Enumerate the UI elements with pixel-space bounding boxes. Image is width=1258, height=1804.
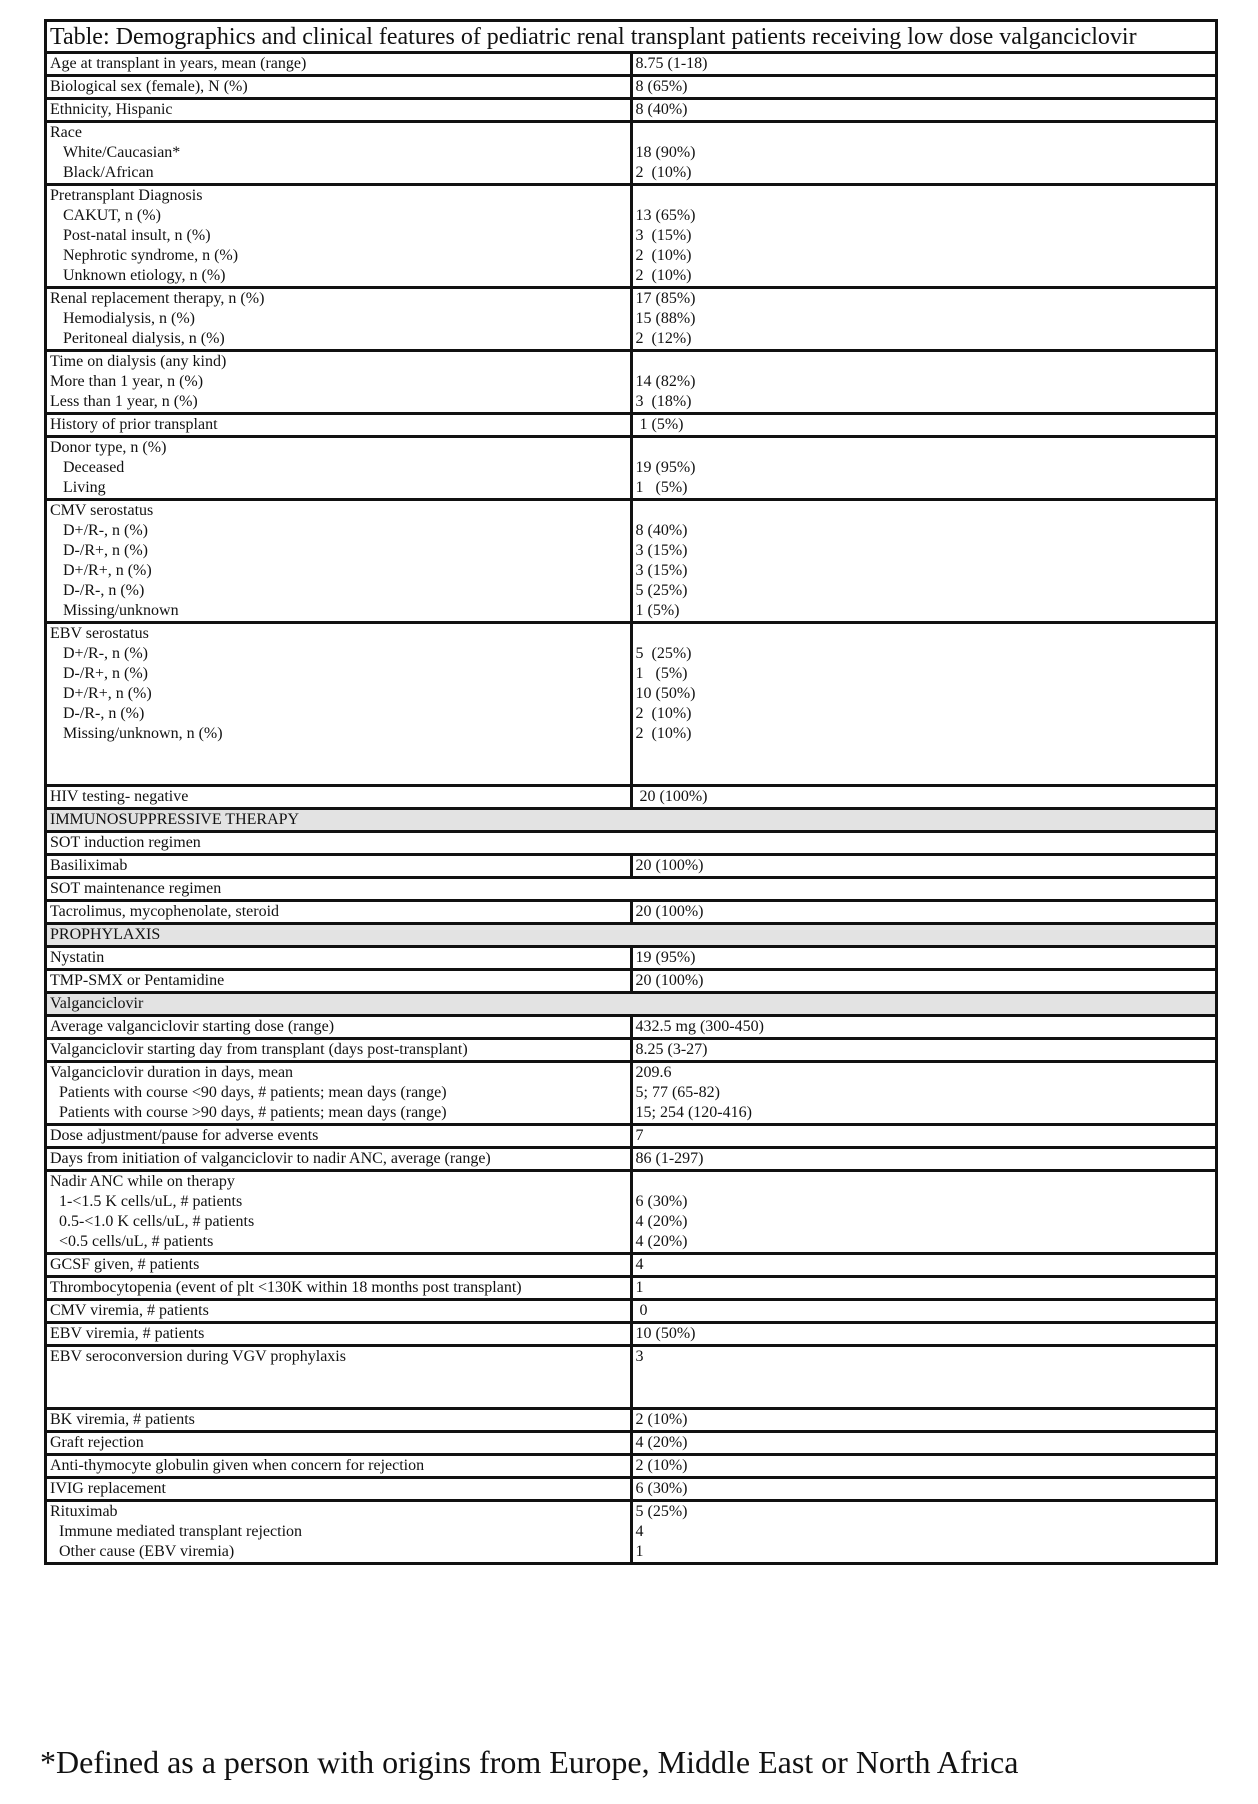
- table-row: [46, 76, 1217, 99]
- row-label: Pretransplant Diagnosis: [50, 187, 203, 204]
- demographics-table: [44, 19, 1218, 1565]
- row-value: [636, 624, 1216, 644]
- row-label: History of prior transplant: [50, 416, 218, 433]
- row-value: [636, 123, 1216, 143]
- row-label-cell: [46, 1300, 632, 1323]
- row-label: SOT maintenance regimen: [50, 880, 222, 897]
- row-sublabel: Other cause (EBV viremia): [59, 1543, 235, 1560]
- row-value-cell: [631, 1277, 1217, 1300]
- table-row: [46, 970, 1217, 993]
- row-label: Tacrolimus, mycophenolate, steroid: [50, 903, 280, 920]
- row-sublabel: Unknown etiology, n (%): [63, 267, 226, 284]
- document: [44, 19, 1218, 1565]
- row-label-cell: [46, 1432, 632, 1455]
- row-label: Biological sex (female), N (%): [50, 78, 248, 95]
- row-sublabel: D-/R-, n (%): [63, 582, 145, 599]
- row-value-cell: [631, 1346, 1217, 1409]
- row-label-cell: [46, 1501, 632, 1564]
- row-sublabel: Peritoneal dialysis, n (%): [63, 330, 225, 347]
- table-row: [46, 901, 1217, 924]
- row-sublabel: CAKUT, n (%): [63, 207, 161, 224]
- row-label: Average valganciclovir starting dose (range): [50, 1018, 335, 1035]
- row-sublabel: D+/R+, n (%): [63, 685, 152, 702]
- row-subvalue: 1 (5%): [635, 602, 680, 619]
- table-row: [46, 855, 1217, 878]
- row-label-cell: [46, 122, 632, 185]
- row-value: 4: [635, 1256, 644, 1273]
- table-row: [46, 832, 1217, 855]
- section-header: Valganciclovir: [46, 993, 1217, 1016]
- row-label: Dose adjustment/pause for adverse events: [50, 1127, 319, 1144]
- row-subvalue: 1: [635, 1543, 644, 1560]
- row-label: EBV serostatus: [50, 625, 149, 642]
- row-label: BK viremia, # patients: [50, 1411, 195, 1428]
- row-label: SOT induction regimen: [50, 834, 201, 851]
- table-row: [46, 288, 1217, 351]
- row-label: Anti-thymocyte globulin given when concern for rejection: [50, 1457, 425, 1474]
- row-subvalue: 5 (25%): [635, 645, 692, 662]
- row-value-cell: [631, 288, 1217, 351]
- row-label-cell: [46, 1455, 632, 1478]
- table-row: [46, 1125, 1217, 1148]
- row-value: 7: [635, 1127, 644, 1144]
- row-label-cell: [46, 1171, 632, 1254]
- row-sublabel: Black/African: [63, 164, 154, 181]
- row-label-cell: [46, 832, 1217, 855]
- row-value-cell: [631, 970, 1217, 993]
- row-value-cell: [631, 437, 1217, 500]
- table-row: [46, 1478, 1217, 1501]
- row-label: Time on dialysis (any kind): [50, 353, 227, 370]
- row-label-cell: [46, 351, 632, 414]
- row-subvalue: 3 (15%): [635, 227, 692, 244]
- row-value-cell: [631, 1478, 1217, 1501]
- row-label: Nystatin: [50, 949, 105, 966]
- row-sublabel: D+/R-, n (%): [63, 645, 149, 662]
- table-row: [46, 1277, 1217, 1300]
- row-value: 8.25 (3-27): [635, 1041, 708, 1058]
- row-label: Basiliximab: [50, 857, 128, 874]
- row-value-cell: [631, 99, 1217, 122]
- row-value: 17 (85%): [635, 290, 696, 307]
- row-value-cell: [631, 53, 1217, 76]
- row-label: Rituximab: [50, 1503, 118, 1520]
- row-sublabel: Living: [63, 479, 106, 496]
- table-row: [46, 437, 1217, 500]
- row-label-cell: [46, 786, 632, 809]
- row-sublabel: Immune mediated transplant rejection: [59, 1523, 303, 1540]
- row-value-cell: [631, 1171, 1217, 1254]
- row-label-cell: [46, 855, 632, 878]
- row-label: Graft rejection: [50, 1434, 144, 1451]
- row-label: Thrombocytopenia (event of plt <130K within 18 months post transplant): [50, 1279, 522, 1296]
- row-value: 0: [635, 1302, 648, 1319]
- row-label-cell: [46, 185, 632, 288]
- row-label: Donor type, n (%): [50, 439, 167, 456]
- table-row: [46, 786, 1217, 809]
- row-value: 1: [635, 1279, 644, 1296]
- table-row: [46, 1171, 1217, 1254]
- row-sublabel: 0.5-<1.0 K cells/uL, # patients: [59, 1213, 255, 1230]
- row-label: Race: [50, 124, 82, 141]
- table-title-row: [46, 21, 1217, 53]
- row-value-cell: [631, 1432, 1217, 1455]
- row-sublabel: White/Caucasian*: [63, 144, 181, 161]
- table-row: [46, 1501, 1217, 1564]
- section-header: PROPHYLAXIS: [46, 924, 1217, 947]
- table-row: [46, 1254, 1217, 1277]
- row-label-cell: [46, 414, 632, 437]
- table-row: [46, 623, 1217, 786]
- row-value-cell: [631, 855, 1217, 878]
- row-subvalue: 2 (10%): [635, 247, 692, 264]
- row-subvalue: 3 (15%): [635, 542, 688, 559]
- row-label-cell: [46, 947, 632, 970]
- row-subvalue: 4: [635, 1523, 644, 1540]
- row-sublabel: <0.5 cells/uL, # patients: [59, 1233, 214, 1250]
- row-value: 8.75 (1-18): [635, 55, 708, 72]
- table-row: [46, 1432, 1217, 1455]
- row-subvalue: 2 (10%): [635, 164, 692, 181]
- row-label-cell: [46, 99, 632, 122]
- row-value: 5 (25%): [635, 1503, 688, 1520]
- table-body: [46, 21, 1217, 1564]
- row-value: 3: [635, 1348, 644, 1365]
- row-value-cell: [631, 1300, 1217, 1323]
- row-value-cell: [631, 947, 1217, 970]
- row-label: Ethnicity, Hispanic: [50, 101, 173, 118]
- row-sublabel: Patients with course <90 days, # patients; mean days (range): [59, 1084, 447, 1101]
- row-subvalue: 10 (50%): [635, 685, 696, 702]
- row-value: 19 (95%): [635, 949, 696, 966]
- row-value: 1 (5%): [635, 416, 684, 433]
- row-label-cell: [46, 1016, 632, 1039]
- footnote: *Defined as a person with origins from Europe, Middle East or North Africa: [40, 1744, 1019, 1780]
- row-value-cell: [631, 1125, 1217, 1148]
- row-label: Days from initiation of valganciclovir to nadir ANC, average (range): [50, 1150, 491, 1167]
- row-label: IVIG replacement: [50, 1480, 166, 1497]
- row-sublabel: Hemodialysis, n (%): [63, 310, 195, 327]
- row-label-cell: [46, 76, 632, 99]
- row-subvalue: 18 (90%): [635, 144, 696, 161]
- row-sublabel: Nephrotic syndrome, n (%): [63, 247, 239, 264]
- row-label: Valganciclovir starting day from transplant (days post-transplant): [50, 1041, 468, 1058]
- row-value: 432.5 mg (300-450): [635, 1018, 764, 1035]
- table-title: Table: Demographics and clinical features of pediatric renal transplant patients receiving low dose valganciclovir: [46, 21, 1217, 53]
- row-sublabel: D-/R-, n (%): [63, 705, 145, 722]
- row-value-cell: [631, 901, 1217, 924]
- row-value: 8 (40%): [635, 101, 688, 118]
- row-value: 20 (100%): [635, 903, 704, 920]
- row-value-cell: [631, 623, 1217, 786]
- row-value-cell: [631, 786, 1217, 809]
- row-label-cell: [46, 1148, 632, 1171]
- row-label: Renal replacement therapy, n (%): [50, 290, 265, 307]
- row-label-cell: [46, 1277, 632, 1300]
- table-row: [46, 947, 1217, 970]
- row-sublabel: Patients with course >90 days, # patients; mean days (range): [59, 1104, 447, 1121]
- row-value-cell: [631, 1062, 1217, 1125]
- row-value: [636, 352, 1216, 372]
- row-label: EBV seroconversion during VGV prophylaxis: [50, 1348, 346, 1365]
- row-subvalue: 6 (30%): [635, 1193, 688, 1210]
- table-row: [46, 122, 1217, 185]
- row-label-cell: [46, 878, 1217, 901]
- table-row: [46, 1409, 1217, 1432]
- row-label-cell: [46, 500, 632, 623]
- table-row: [46, 500, 1217, 623]
- row-label-cell: [46, 1409, 632, 1432]
- row-value-cell: [631, 76, 1217, 99]
- row-subvalue: 2 (10%): [635, 725, 692, 742]
- row-sublabel: D-/R+, n (%): [63, 665, 149, 682]
- row-label-cell: [46, 970, 632, 993]
- row-value: 20 (100%): [635, 788, 708, 805]
- table-row: [46, 1323, 1217, 1346]
- row-label-cell: [46, 437, 632, 500]
- row-subvalue: 15 (88%): [635, 310, 696, 327]
- table-row: [46, 351, 1217, 414]
- row-label-cell: [46, 901, 632, 924]
- row-label-cell: [46, 53, 632, 76]
- row-label: Nadir ANC while on therapy: [50, 1173, 235, 1190]
- row-subvalue: 5; 77 (65-82): [635, 1084, 720, 1101]
- table-row: [46, 1346, 1217, 1409]
- row-sublabel: Less than 1 year, n (%): [50, 393, 198, 410]
- row-value-cell: [631, 1016, 1217, 1039]
- row-value: 2 (10%): [635, 1411, 688, 1428]
- row-subvalue: 4 (20%): [635, 1213, 688, 1230]
- row-sublabel: More than 1 year, n (%): [50, 373, 204, 390]
- row-subvalue: 2 (12%): [635, 330, 692, 347]
- row-value: 209.6: [635, 1064, 672, 1081]
- table-row: [46, 1455, 1217, 1478]
- row-subvalue: 2 (10%): [635, 705, 692, 722]
- row-value: [636, 1172, 1216, 1192]
- row-label: GCSF given, # patients: [50, 1256, 200, 1273]
- row-value: [636, 438, 1216, 458]
- section-header: IMMUNOSUPPRESSIVE THERAPY: [46, 809, 1217, 832]
- row-value: [636, 186, 1216, 206]
- row-subvalue: 15; 254 (120-416): [635, 1104, 752, 1121]
- row-value: 8 (65%): [635, 78, 688, 95]
- row-label-cell: [46, 1039, 632, 1062]
- row-label-cell: [46, 1346, 632, 1409]
- table-row: [46, 414, 1217, 437]
- row-label-cell: [46, 1323, 632, 1346]
- row-value: 20 (100%): [635, 972, 704, 989]
- row-value-cell: [631, 1409, 1217, 1432]
- row-value: 86 (1-297): [635, 1150, 704, 1167]
- row-label: EBV viremia, # patients: [50, 1325, 205, 1342]
- row-subvalue: 13 (65%): [635, 207, 696, 224]
- table-row: [46, 99, 1217, 122]
- row-sublabel: Post-natal insult, n (%): [63, 227, 211, 244]
- row-value-cell: [631, 1323, 1217, 1346]
- table-row: [46, 1039, 1217, 1062]
- row-sublabel: 1-<1.5 K cells/uL, # patients: [59, 1193, 243, 1210]
- table-row: [46, 1300, 1217, 1323]
- row-subvalue: 3 (15%): [635, 562, 688, 579]
- row-sublabel: Deceased: [63, 459, 125, 476]
- row-label: Age at transplant in years, mean (range): [50, 55, 307, 72]
- table-row: [46, 53, 1217, 76]
- row-value-cell: [631, 351, 1217, 414]
- row-label: Valganciclovir duration in days, mean: [50, 1064, 294, 1081]
- table-row: [46, 1148, 1217, 1171]
- row-value-cell: [631, 1501, 1217, 1564]
- row-value-cell: [631, 185, 1217, 288]
- row-label-cell: [46, 1254, 632, 1277]
- row-sublabel: Missing/unknown, n (%): [63, 725, 223, 742]
- row-label: CMV serostatus: [50, 502, 154, 519]
- row-subvalue: 4 (20%): [635, 1233, 688, 1250]
- row-subvalue: 5 (25%): [635, 582, 688, 599]
- row-sublabel: D+/R-, n (%): [63, 522, 149, 539]
- row-label-cell: [46, 288, 632, 351]
- row-label: TMP-SMX or Pentamidine: [50, 972, 225, 989]
- row-subvalue: 8 (40%): [635, 522, 688, 539]
- table-row: [46, 1062, 1217, 1125]
- row-subvalue: 3 (18%): [635, 393, 692, 410]
- row-sublabel: D+/R+, n (%): [63, 562, 152, 579]
- row-label-cell: [46, 623, 632, 786]
- row-label-cell: [46, 1125, 632, 1148]
- row-value-cell: [631, 1039, 1217, 1062]
- row-value: 6 (30%): [635, 1480, 688, 1497]
- row-sublabel: Missing/unknown: [63, 602, 179, 619]
- row-subvalue: 1 (5%): [635, 665, 688, 682]
- table-row: [46, 185, 1217, 288]
- table-row: [46, 924, 1217, 947]
- row-subvalue: 14 (82%): [635, 373, 696, 390]
- row-subvalue: 19 (95%): [635, 459, 696, 476]
- row-value-cell: [631, 414, 1217, 437]
- row-value-cell: [631, 500, 1217, 623]
- table-row: [46, 993, 1217, 1016]
- row-value-cell: [631, 1254, 1217, 1277]
- table-row: [46, 1016, 1217, 1039]
- row-value: 10 (50%): [635, 1325, 696, 1342]
- row-label: CMV viremia, # patients: [50, 1302, 209, 1319]
- row-label-cell: [46, 1478, 632, 1501]
- row-subvalue: 1 (5%): [635, 479, 688, 496]
- row-value: 2 (10%): [635, 1457, 688, 1474]
- row-value-cell: [631, 1148, 1217, 1171]
- row-label: HIV testing- negative: [50, 788, 189, 805]
- row-label-cell: [46, 1062, 632, 1125]
- row-sublabel: D-/R+, n (%): [63, 542, 149, 559]
- table-row: [46, 809, 1217, 832]
- row-value: 4 (20%): [635, 1434, 688, 1451]
- row-value: 20 (100%): [635, 857, 704, 874]
- row-value-cell: [631, 122, 1217, 185]
- row-value: [636, 501, 1216, 521]
- row-value-cell: [631, 1455, 1217, 1478]
- table-row: [46, 878, 1217, 901]
- row-subvalue: 2 (10%): [635, 267, 692, 284]
